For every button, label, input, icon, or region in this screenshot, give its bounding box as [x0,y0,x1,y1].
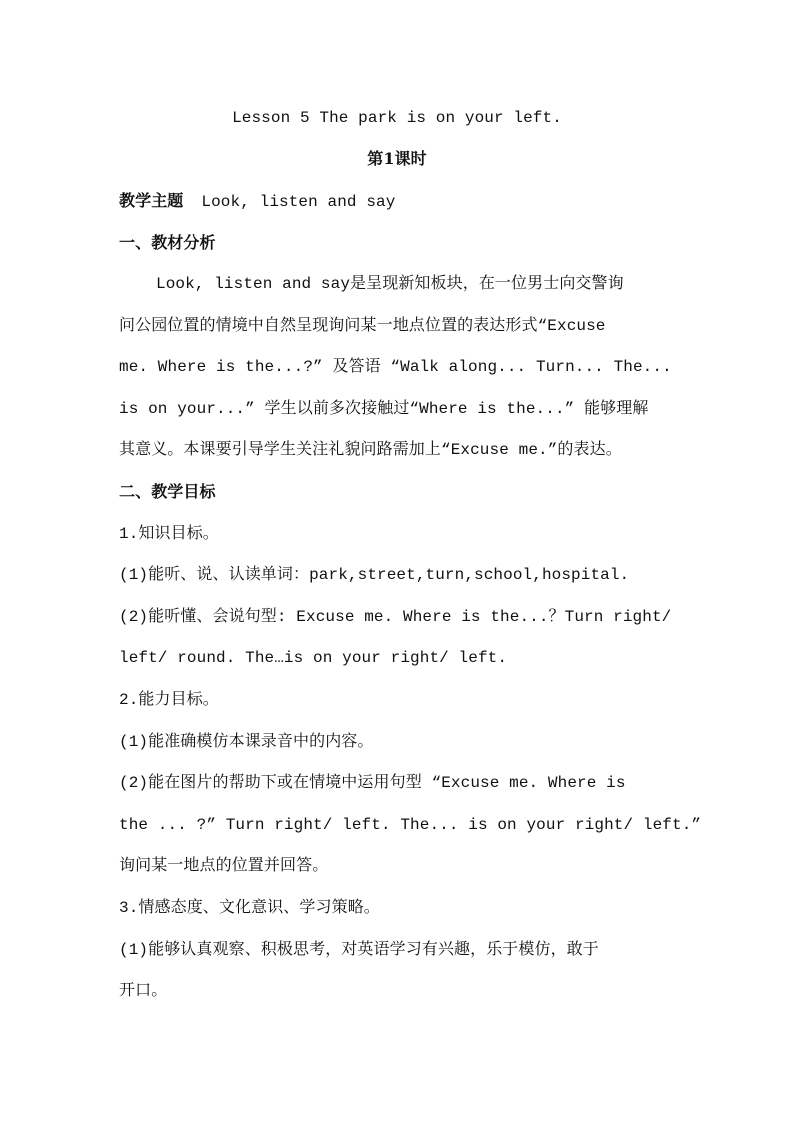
knowledge-goal-heading: 1.知识目标。 [119,525,219,543]
emotion-goal-item-1-line-1: (1)能够认真观察、积极思考，对英语学习有兴趣，乐于模仿，敢于 [119,941,599,959]
knowledge-goal-item-1: (1)能听、说、认读单词：park,street,turn,school,hospital. [119,566,630,584]
emotion-goal-item-1-line-2: 开口。 [119,982,168,1000]
teaching-theme-line [119,191,679,212]
ability-goal-item-2-line-3: 询问某一地点的位置并回答。 [119,857,329,875]
teaching-theme-label: 教学主题 [119,191,184,210]
ability-goal-item-2-line-2: the ... ?” Turn right/ left. The... is on your right/ left.” [119,816,702,834]
analysis-line-2: 问公园位置的情境中自然呈现询问某一地点位置的表达形式“Excuse [119,317,606,335]
emotion-goal-heading: 3.情感态度、文化意识、学习策略。 [119,899,380,917]
ability-goal-item-2-line-1: (2)能在图片的帮助下或在情境中运用句型 “Excuse me. Where is [119,774,626,792]
analysis-line-5: 其意义。本课要引导学生关注礼貌问路需加上“Excuse me.”的表达。 [119,441,622,459]
ability-goal-item-1: (1)能准确模仿本课录音中的内容。 [119,733,374,751]
section-heading-material-analysis: 一、教材分析 [119,233,216,252]
lesson-subtitle: 第1课时 [367,149,427,168]
ability-goal-heading: 2.能力目标。 [119,691,219,709]
knowledge-goal-item-2-line-1: (2)能听懂、会说句型: Excuse me. Where is the...？Turn right/ [119,608,672,626]
analysis-line-3: me. Where is the...?” 及答语 “Walk along... Turn... The... [119,358,672,376]
analysis-line-1: Look, listen and say是呈现新知板块，在一位男士向交警询 [156,275,624,293]
lesson-title: Lesson 5 The park is on your left. [232,109,562,127]
teaching-theme-value: Look, listen and say [201,193,396,211]
analysis-line-4: is on your...” 学生以前多次接触过“Where is the...” 能够理解 [119,400,649,418]
section-heading-teaching-goals: 二、教学目标 [119,482,216,501]
knowledge-goal-item-2-line-2: left/ round. The…is on your right/ left. [119,649,508,667]
